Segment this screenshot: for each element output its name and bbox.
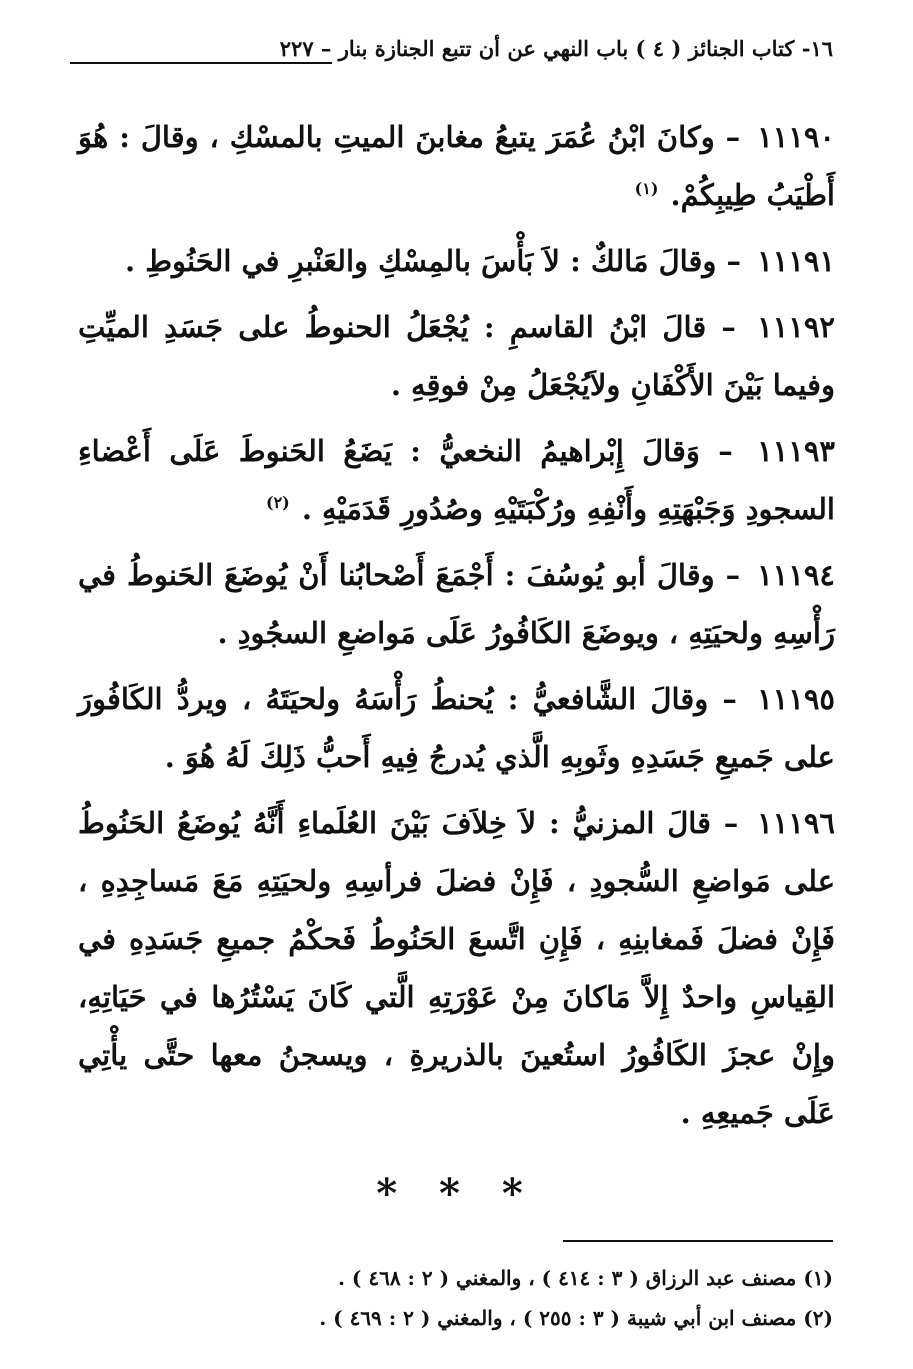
paragraph-11192 (78, 298, 835, 414)
footnote-ref[interactable]: (١) (634, 179, 659, 199)
paragraph-text: – قالَ المزنيُّ : لاَ خِلاَفَ بَيْنَ العُلَماءِ أَنَّهُ يُوضَعُ الحَنُوطُ على مَواضعِ السُّجودِ ، فَإِنْ فضلَ فرأسِهِ ولحيَتِهِ مَعَ مَساجِدِهِ ، فَإِنْ فضلَ فَمغابنِهِ ، فَإِنِ اتَّسعَ الحَنُوطُ فَحكْمُ جميعِ جَسَدِهِ في القِياسِ واحدٌ إِلاَّ مَاكانَ مِنْ عَوْرَتِهِ الَّتي كَانَ يَسْتُرُها في حَيَاتِهِ، وإِنْ عجزَ الكَافُورُ استُعينَ بالذريرةِ ، ويسجنُ معها حتَّى يأْتِي عَلَى جَميعِهِ . (78, 806, 835, 1130)
paragraph-11196 (78, 794, 835, 1142)
paragraph-text: – وكانَ ابْنُ عُمَرَ يتبعُ مغابنَ الميتِ بالمسْكِ ، وقالَ : هُوَ أَطْيَبُ طِيبِكُمْ. (78, 120, 835, 212)
paragraph-11194 (78, 546, 835, 662)
paragraph-number: ١١١٩٥ (757, 682, 835, 716)
footnote-ref[interactable]: (٢) (265, 493, 290, 513)
paragraph-text: – وقالَ أبو يُوسُفَ : أَجْمَعَ أَصْحابُنا أَنْ يُوضَعَ الحَنوطُ في رَأْسِهِ ولحيَتِهِ ، ويوضَعَ الكَافُورُ عَلَى مَواضعِ السجُودِ . (78, 558, 835, 650)
paragraph-11195 (78, 670, 835, 786)
paragraph-number: ١١١٩٠ (757, 120, 835, 154)
footnote-2: (٢) مصنف ابن أبي شيبة ( ٣ : ٢٥٥ ) ، والمغني ( ٢ : ٤٦٩ ) . (319, 1306, 833, 1330)
paragraph-11193 (78, 422, 835, 538)
section-separator: * * * (376, 1170, 537, 1217)
paragraph-number: ١١١٩٢ (757, 310, 835, 344)
footnote-rule (563, 1240, 833, 1242)
running-header (70, 34, 833, 74)
paragraph-11190 (78, 108, 835, 224)
paragraph-number: ١١١٩١ (757, 244, 835, 278)
paragraph-text: – وقالَ الشَّافعيُّ : يُحنطُ رَأْسَهُ ولحيَتَهُ ، ويردُّ الكَافُورَ على جَميعِ جَسَدِهِ وثَوبِهِ الَّذي يُدرجُ فِيهِ أَحبُّ ذَلِكَ لَهُ هُوَ . (78, 682, 835, 774)
paragraph-text: – قالَ ابْنُ القاسمِ : يُجْعَلُ الحنوطُ على جَسَدِ الميِّتِ وفيما بَيْنَ الأَكْفَانِ ولاَيُجْعَلُ مِنْ فوقِهِ . (78, 310, 835, 402)
paragraph-11191 (78, 232, 835, 290)
paragraph-number: ١١١٩٤ (757, 558, 835, 592)
footnotes (80, 1258, 833, 1338)
main-text (78, 108, 835, 1150)
header-rule (70, 62, 332, 64)
paragraph-number: ١١١٩٣ (757, 434, 835, 468)
paragraph-text: – وقالَ مَالكٌ : لاَ بَأْسَ بالمِسْكِ والعَنْبرِ في الحَنُوطِ . (125, 244, 741, 278)
running-title: ١٦- كتاب الجنائز ( ٤ ) باب النهي عن أن تتبع الجنازة بنار – ٢٢٧ (279, 36, 833, 61)
paragraph-text: – وَقالَ إِبْراهيمُ النخعيُّ : يَضَعُ الحَنوطَ عَلَى أَعْضاءِ السجودِ وَجَبْهَتِهِ وأَنْفِهِ ورُكْبَتَيْهِ وصُدُورِ قَدَمَيْهِ . (78, 434, 835, 526)
paragraph-number: ١١١٩٦ (757, 806, 835, 840)
footnote-1: (١) مصنف عبد الرزاق ( ٣ : ٤١٤ ) ، والمغني ( ٢ : ٤٦٨ ) . (337, 1266, 833, 1290)
